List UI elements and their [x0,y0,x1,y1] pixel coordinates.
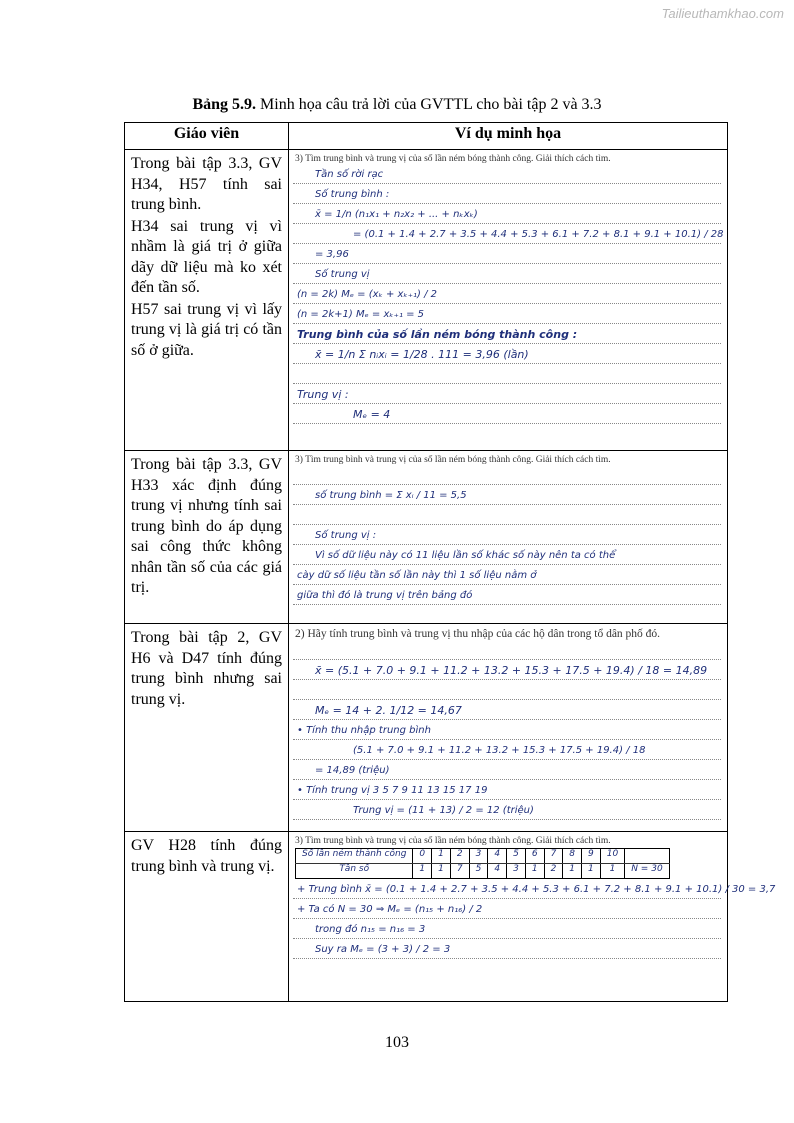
frequency-cell: 7 [544,849,563,864]
handwritten-line: Trung vị : [293,384,721,404]
handwritten-line: Tần số rời rạc [293,164,721,184]
frequency-cell: 1 [413,864,432,879]
exercise-prompt: 3) Tìm trung bình và trung vị của số lần ném bóng thành công. Giải thích cách tìm. [295,154,611,164]
table-row [125,624,728,832]
student-answer-scan [293,836,776,959]
handwritten-line: Vì số dữ liệu này có 11 liệu lần số khác số này nên ta có thể [293,545,721,565]
student-answer-scan [293,628,721,820]
table-row [125,150,728,451]
frequency-cell: 3 [507,864,526,879]
handwritten-line: Số trung vị [293,264,721,284]
frequency-label: Tần số [296,864,413,879]
example-cell [289,832,776,1002]
table-row [125,451,728,624]
exercise-prompt: 3) Tìm trung bình và trung vị của số lần ném bóng thành công. Giải thích cách tìm. [295,836,611,846]
teacher-text: Trong bài tập 2, GV H6 và D47 tính đúng trung bình nhưng sai trung vị. [131,629,282,708]
handwritten-line [293,640,721,660]
handwritten-line: Mₑ = 4 [293,404,721,424]
handwritten-line: = 3,96 [293,244,721,264]
handwritten-line: • Tính thu nhập trung bình [293,720,721,740]
example-cell [289,150,728,451]
frequency-cell: 0 [413,849,432,864]
handwritten-line: trong đó n₁₅ = n₁₆ = 3 [293,919,721,939]
illustration-table [124,122,776,1002]
handwritten-line: • Tính trung vị 3 5 7 9 11 13 15 17 19 [293,780,721,800]
page-number: 103 [385,1034,409,1051]
student-answer-scan [293,154,724,424]
frequency-cell: 8 [563,849,582,864]
frequency-cell: 1 [525,864,544,879]
frequency-cell: 3 [469,849,488,864]
handwritten-line: = 14,89 (triệu) [293,760,721,780]
handwritten-line [293,364,721,384]
teacher-text: Trong bài tập 3.3, GV H33 xác định đúng trung vị nhưng tính sai trung bình do áp dụng sai công thức không nhân tần số của các giá trị. [131,456,282,596]
frequency-cell: 4 [488,864,507,879]
frequency-cell: 6 [525,849,544,864]
caption-label: Bảng 5.9. [192,96,257,113]
handwritten-line: x̄ = 1/n (n₁x₁ + n₂x₂ + ... + nₖxₖ) [293,204,721,224]
example-cell [289,624,728,832]
handwritten-line: Trung bình của số lần ném bóng thành công : [293,324,721,344]
frequency-cell: 1 [432,849,451,864]
frequency-table [295,848,670,879]
teacher-text: GV H28 tính đúng trung bình và trung vị. [131,837,282,875]
handwritten-line [293,680,721,700]
handwritten-line: số trung bình = Σ xᵢ / 11 = 5,5 [293,485,721,505]
frequency-cell: 4 [488,849,507,864]
frequency-cell: 1 [600,864,624,879]
handwritten-line: (n = 2k+1) Mₑ = xₖ₊₁ = 5 [293,304,721,324]
frequency-cell: 7 [450,864,469,879]
watermark: Tailieuthamkhao.com [661,6,784,21]
handwritten-line: Trung vị = (11 + 13) / 2 = 12 (triệu) [293,800,721,820]
header-teacher: Giáo viên [125,123,289,150]
table-header-row [125,123,728,150]
handwritten-line: cày dữ số liệu tần số lần này thì 1 số liệu nằm ở [293,565,721,585]
frequency-cell: 10 [600,849,624,864]
frequency-cell: 1 [563,864,582,879]
table-row [125,832,728,1002]
handwritten-line: = (0.1 + 1.4 + 2.7 + 3.5 + 4.4 + 5.3 + 6.1 + 7.2 + 8.1 + 9.1 + 10.1) / 28 [293,224,721,244]
handwritten-line: Số trung bình : [293,184,721,204]
frequency-total: N = 30 [625,864,669,879]
handwritten-line: + Ta có N = 30 ⇒ Mₑ = (n₁₅ + n₁₆) / 2 [293,899,721,919]
handwritten-line: Mₑ = 14 + 2. 1/12 = 14,67 [293,700,721,720]
frequency-row-values [296,849,670,864]
frequency-cell: 5 [507,849,526,864]
frequency-cell: 9 [582,849,601,864]
handwritten-line: + Trung bình x̄ = (0.1 + 1.4 + 2.7 + 3.5 + 4.4 + 5.3 + 6.1 + 7.2 + 8.1 + 9.1 + 10.1) / 30 = 3,7 [293,879,721,899]
header-example: Ví dụ minh họa [289,123,728,150]
handwritten-line [293,465,721,485]
handwritten-line: giữa thì đó là trung vị trên bảng đó [293,585,721,605]
handwritten-line: Suy ra Mₑ = (3 + 3) / 2 = 3 [293,939,721,959]
handwritten-line [293,505,721,525]
frequency-cell: 1 [432,864,451,879]
example-cell [289,451,728,624]
exercise-prompt: 3) Tìm trung bình và trung vị của số lần ném bóng thành công. Giải thích cách tìm. [295,455,611,465]
handwritten-line: (n = 2k) Mₑ = (xₖ + xₖ₊₁) / 2 [293,284,721,304]
frequency-label: Số lần ném thành công [296,849,413,864]
exercise-prompt: 2) Hãy tính trung bình và trung vị thu nhập của các hộ dân trong tổ dân phố đó. [295,628,661,640]
teacher-text: Trong bài tập 3.3, GV H34, H57 tính sai trung bình. [131,155,282,213]
handwritten-line: (5.1 + 7.0 + 9.1 + 11.2 + 13.2 + 15.3 + 17.5 + 19.4) / 18 [293,740,721,760]
teacher-cell [125,832,289,1002]
teacher-cell [125,451,289,624]
student-answer-scan [293,455,721,605]
handwritten-line: x̄ = 1/n Σ nᵢxᵢ = 1/28 . 111 = 3,96 (lần) [293,344,721,364]
handwritten-line: x̄ = (5.1 + 7.0 + 9.1 + 11.2 + 13.2 + 15.3 + 17.5 + 19.4) / 18 = 14,89 [293,660,721,680]
frequency-cell [625,849,669,864]
teacher-cell [125,150,289,451]
frequency-cell: 2 [450,849,469,864]
teacher-text: H34 sai trung vị vì nhầm là giá trị ở giữa dãy dữ liệu mà ko xét đến tần số. [131,217,282,296]
table-caption [0,96,794,114]
frequency-cell: 1 [582,864,601,879]
teacher-text: H57 sai trung vị vì lấy trung vị là giá trị có tần số ở giữa. [131,300,282,359]
frequency-cell: 2 [544,864,563,879]
caption-text: Minh họa câu trả lời của GVTTL cho bài tập 2 và 3.3 [256,96,602,113]
teacher-cell [125,624,289,832]
handwritten-line: Số trung vị : [293,525,721,545]
frequency-cell: 5 [469,864,488,879]
frequency-row-counts [296,864,670,879]
